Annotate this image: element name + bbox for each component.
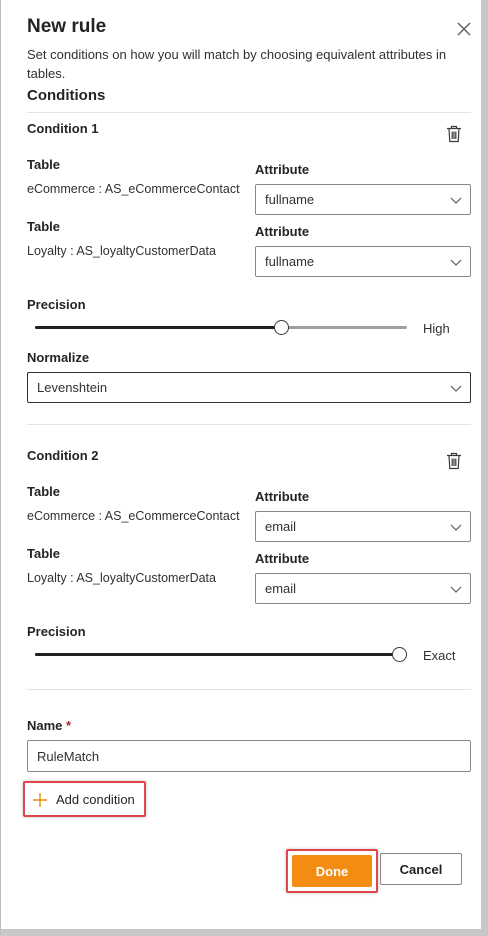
table-label: Table (27, 219, 60, 234)
dialog-title: New rule (27, 16, 107, 37)
attribute-label: Attribute (255, 162, 310, 177)
name-input[interactable] (27, 740, 471, 772)
attribute-selected: fullname (265, 192, 315, 207)
condition-1-heading: Condition 1 (27, 121, 99, 136)
chevron-down-icon (450, 583, 462, 595)
add-condition-label: Add condition (56, 792, 135, 807)
close-icon[interactable] (455, 20, 473, 38)
attribute-dropdown[interactable] (255, 511, 471, 542)
chevron-down-icon (450, 521, 462, 533)
precision-slider-fill (35, 653, 400, 656)
precision-level: High (423, 321, 450, 336)
normalize-label: Normalize (27, 350, 90, 365)
normalize-selected: Levenshtein (37, 380, 108, 395)
attribute-selected: email (265, 581, 297, 596)
plus-icon (32, 792, 48, 808)
precision-slider-thumb[interactable] (274, 320, 289, 335)
table-value: eCommerce : AS_eCommerceContact (27, 509, 240, 523)
divider (27, 689, 471, 690)
table-value: Loyalty : AS_loyaltyCustomerData (27, 571, 216, 585)
dialog-description: Set conditions on how you will match by choosing equivalent attributes in tables. (27, 47, 447, 81)
add-condition-button[interactable] (23, 781, 146, 817)
chevron-down-icon (450, 194, 462, 206)
attribute-selected: email (265, 519, 297, 534)
attribute-label: Attribute (255, 224, 310, 239)
attribute-dropdown[interactable] (255, 573, 471, 604)
divider (27, 424, 471, 425)
required-marker: * (66, 718, 72, 733)
attribute-dropdown[interactable] (255, 184, 471, 215)
divider (27, 112, 471, 113)
normalize-dropdown[interactable] (27, 372, 471, 403)
chevron-down-icon (450, 256, 462, 268)
conditions-heading: Conditions (27, 87, 106, 104)
table-label: Table (27, 484, 60, 499)
attribute-label: Attribute (255, 489, 310, 504)
done-button[interactable]: Done (292, 855, 372, 887)
chevron-down-icon (450, 382, 462, 394)
table-value: eCommerce : AS_eCommerceContact (27, 182, 240, 196)
name-label-text: Name (27, 718, 63, 733)
cancel-button[interactable]: Cancel (380, 853, 462, 885)
trash-icon[interactable] (446, 125, 462, 143)
trash-icon[interactable] (446, 452, 462, 470)
table-value: Loyalty : AS_loyaltyCustomerData (27, 244, 216, 258)
name-label (27, 718, 71, 733)
precision-label: Precision (27, 624, 86, 639)
condition-2-heading: Condition 2 (27, 448, 99, 463)
precision-level: Exact (423, 648, 456, 663)
table-label: Table (27, 157, 60, 172)
precision-slider-thumb[interactable] (392, 647, 407, 662)
attribute-label: Attribute (255, 551, 310, 566)
table-label: Table (27, 546, 60, 561)
precision-slider-fill (35, 326, 282, 329)
attribute-selected: fullname (265, 254, 315, 269)
done-button-highlight (286, 849, 378, 893)
attribute-dropdown[interactable] (255, 246, 471, 277)
precision-label: Precision (27, 297, 86, 312)
